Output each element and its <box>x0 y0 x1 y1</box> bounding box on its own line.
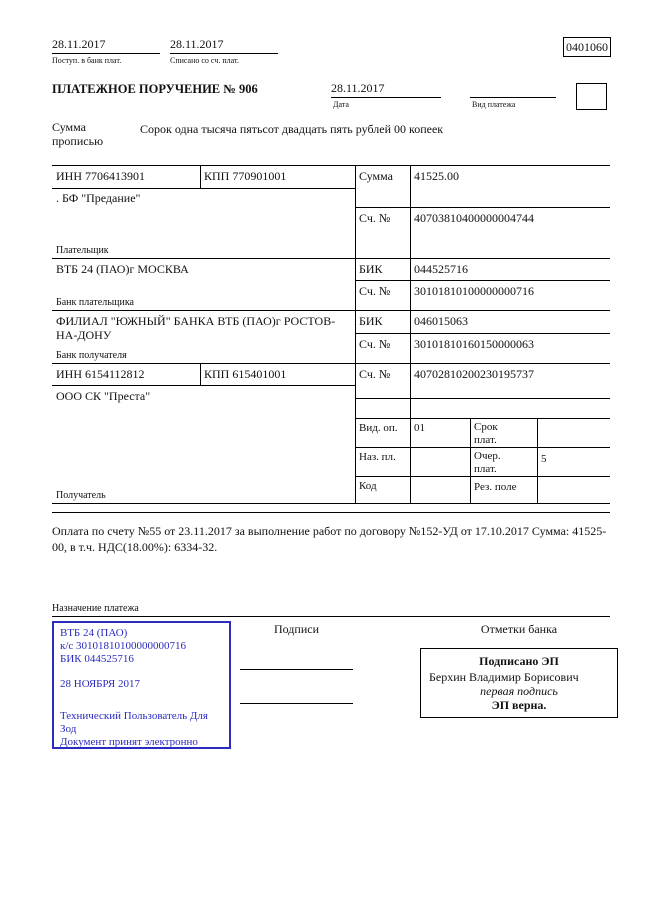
stamp-note: Документ принят электронно <box>60 736 198 748</box>
payee-name: ООО СК "Преста" <box>56 389 151 403</box>
purpose-text: Оплата по счету №55 от 23.11.2017 за выполнение работ по договору №152-УД от 17.10.2017 Сумма: 41525-00, в т.ч. НДС(18.00%): 6334-32. <box>52 524 607 554</box>
bank-marks-title: Отметки банка <box>480 622 558 636</box>
payer-bank-acc: 30101810100000000716 <box>414 284 534 298</box>
payer-bank-name: ВТБ 24 (ПАО)г МОСКВА <box>56 262 189 276</box>
stamp-user: Технический Пользователь Для Зод <box>60 710 208 735</box>
debited-date: 28.11.2017 <box>170 37 278 54</box>
payer-bank-bik-label: БИК <box>359 262 383 276</box>
stamp-date: 28 НОЯБРЯ 2017 <box>60 678 141 690</box>
grid-line-h <box>355 280 610 281</box>
grid-line-h <box>355 398 610 399</box>
payee-acc-label: Сч. № <box>359 367 391 381</box>
ocher-plat-value: 5 <box>541 453 547 465</box>
payee-bank-section-label: Банк получателя <box>56 350 127 361</box>
grid-line-h <box>355 333 610 334</box>
doc-date-label: Дата <box>333 100 349 109</box>
vid-op-value: 01 <box>414 422 425 434</box>
payer-inn: ИНН 7706413901 <box>56 169 145 183</box>
payer-name: . БФ "Предание" <box>56 191 141 205</box>
signatures-title: Подписи <box>273 622 320 636</box>
grid-line-h <box>52 310 610 311</box>
payee-bank-bik-label: БИК <box>359 314 383 328</box>
esign-name: Берхин Владимир Борисович <box>429 670 579 684</box>
esign-status: ЭП верна. <box>491 698 547 712</box>
grid-line-h <box>52 512 610 513</box>
bank-received-date: 28.11.2017 <box>52 37 160 54</box>
signature-line <box>240 669 353 670</box>
grid-line-h <box>52 363 610 364</box>
grid-line-h <box>355 476 610 477</box>
payment-kind-label: Вид платежа <box>472 100 516 109</box>
payer-kpp: КПП 770901001 <box>204 169 287 183</box>
amount-label: Сумма <box>359 169 393 183</box>
kod-label: Код <box>359 480 377 492</box>
grid-line-v <box>470 418 471 503</box>
purpose-label: Назначение платежа <box>52 603 139 614</box>
grid-line-v <box>200 165 201 188</box>
rez-pole-label: Рез. поле <box>474 481 517 493</box>
grid-line-h <box>355 207 610 208</box>
esign-kind: первая подпись <box>480 684 558 698</box>
payment-kind-field <box>470 81 556 98</box>
payer-bank-bik: 044525716 <box>414 262 468 276</box>
grid-line-h <box>52 385 355 386</box>
payer-account-value: 40703810400000004744 <box>414 211 534 225</box>
payment-kind-box <box>576 83 607 110</box>
payee-bank-bik: 046015063 <box>414 314 468 328</box>
grid-line-h <box>355 447 610 448</box>
payer-section-label: Плательщик <box>56 245 109 256</box>
vid-op-label: Вид. оп. <box>359 422 398 434</box>
payee-kpp: КПП 615401001 <box>204 367 287 381</box>
grid-line-h <box>52 188 355 189</box>
grid-line-h <box>52 503 610 504</box>
doc-date: 28.11.2017 <box>331 81 441 98</box>
payer-account-label: Сч. № <box>359 211 391 225</box>
payee-section-label: Получатель <box>56 490 106 501</box>
payee-bank-acc: 30101810160150000063 <box>414 337 534 351</box>
payee-bank-name: ФИЛИАЛ "ЮЖНЫЙ" БАНКА ВТБ (ПАО)г РОСТОВ-НА-ДОНУ <box>56 314 336 342</box>
stamp-bik: БИК 044525716 <box>60 653 134 665</box>
stamp-corr-account: к/с 30101810100000000716 <box>60 640 187 652</box>
grid-line-h <box>52 616 610 617</box>
grid-line-v <box>410 165 411 503</box>
grid-line-v <box>200 363 201 385</box>
payee-inn: ИНН 6154112812 <box>56 367 145 381</box>
grid-line-h <box>52 258 610 259</box>
form-code-box: 0401060 <box>563 37 611 57</box>
grid-line-h <box>355 418 610 419</box>
amount-value: 41525.00 <box>414 169 459 183</box>
payee-bank-acc-label: Сч. № <box>359 337 391 351</box>
srok-plat-label: Срок плат. <box>474 421 498 446</box>
debited-label: Списано со сч. плат. <box>170 56 239 65</box>
esign-title: Подписано ЭП <box>479 654 559 668</box>
bank-received-label: Поступ. в банк плат. <box>52 56 122 65</box>
ocher-plat-label: Очер. плат. <box>474 450 501 475</box>
grid-line-v <box>537 418 538 503</box>
payer-bank-acc-label: Сч. № <box>359 284 391 298</box>
stamp-bank-name: ВТБ 24 (ПАО) <box>60 627 128 639</box>
signature-line <box>240 703 353 704</box>
payee-acc: 40702810200230195737 <box>414 367 534 381</box>
esign-box <box>420 648 618 718</box>
bank-stamp <box>52 621 231 749</box>
grid-line-h <box>52 165 610 166</box>
amount-words-label: Сумма прописью <box>52 120 104 148</box>
naz-pl-label: Наз. пл. <box>359 451 396 463</box>
payer-bank-section-label: Банк плательщика <box>56 297 134 308</box>
amount-words-value: Сорок одна тысяча пятьсот двадцать пять рублей 00 копеек <box>140 122 444 136</box>
doc-title: ПЛАТЕЖНОЕ ПОРУЧЕНИЕ № 906 <box>52 82 258 96</box>
